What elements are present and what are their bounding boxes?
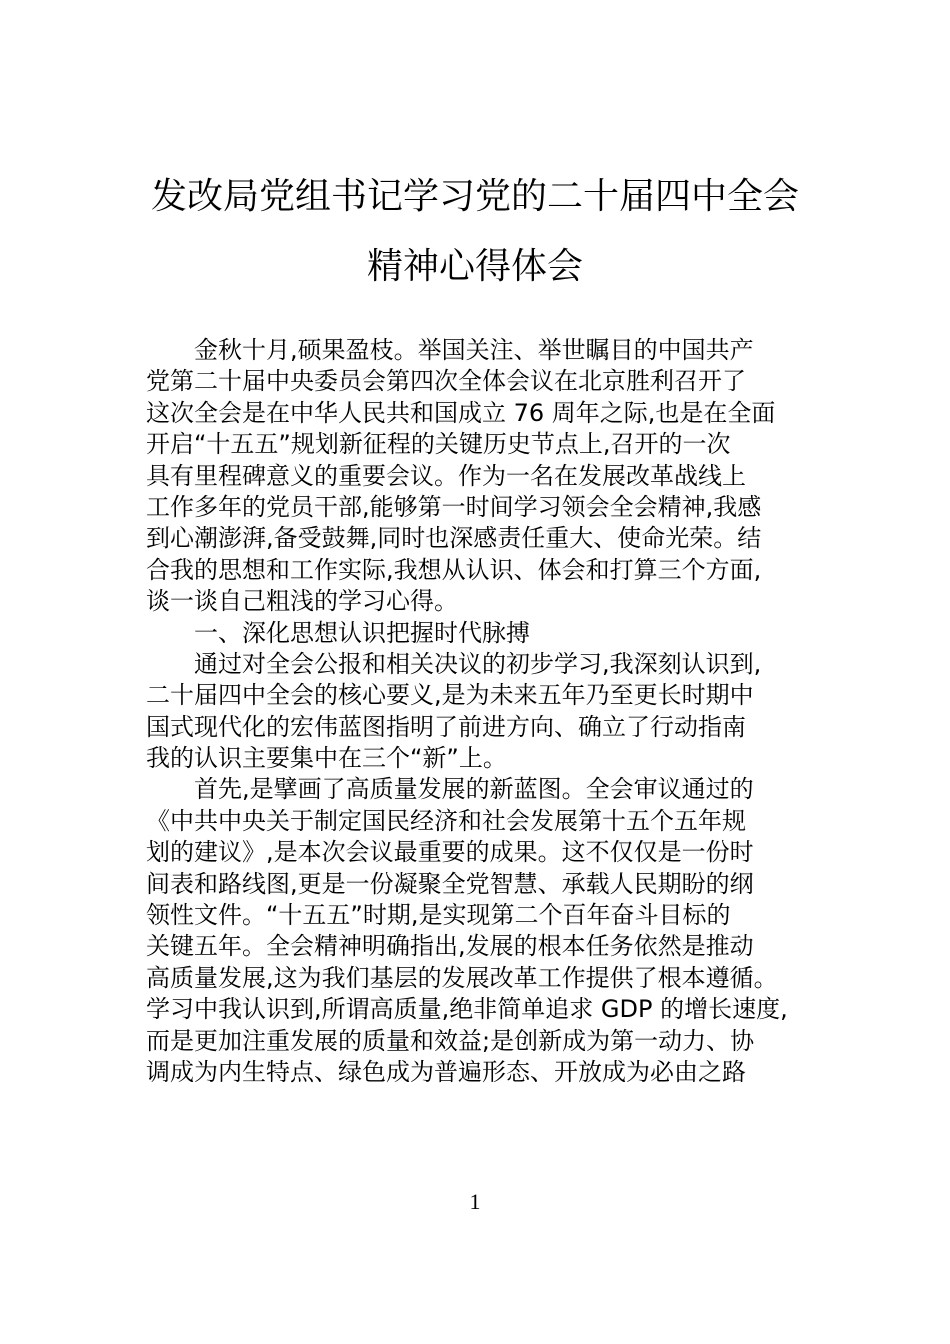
body-line: 学习中我认识到,所谓高质量,绝非简单追求 GDP 的增长速度, (146, 995, 788, 1024)
body-line: 到心潮澎湃,备受鼓舞,同时也深感责任重大、使命光荣。结 (146, 524, 762, 553)
body-line: 谈一谈自己粗浅的学习心得。 (146, 587, 458, 616)
body-line: 这次全会是在中华人民共和国成立 76 周年之际,也是在全面 (146, 398, 776, 427)
body-line: 关键五年。全会精神明确指出,发展的根本任务依然是推动 (146, 932, 754, 961)
body-line: 调成为内生特点、绿色成为普遍形态、开放成为必由之路 (146, 1057, 746, 1086)
body-line: 我的认识主要集中在三个“新”上。 (146, 744, 507, 773)
body-line: 金秋十月,硕果盈枝。举国关注、举世瞩目的中国共产 (194, 336, 754, 364)
document-title-line-2: 精神心得体会 (366, 246, 583, 287)
section-heading: 一、深化思想认识把握时代脉搏 (194, 618, 530, 647)
document-body (146, 335, 826, 1088)
body-line: 而是更加注重发展的质量和效益;是创新成为第一动力、协 (146, 1026, 755, 1055)
body-line: 首先,是擘画了高质量发展的新蓝图。全会审议通过的 (194, 775, 754, 804)
body-line: 二十届四中全会的核心要义,是为未来五年乃至更长时期中 (146, 681, 754, 710)
body-line: 通过对全会公报和相关决议的初步学习,我深刻认识到, (194, 649, 762, 678)
body-line: 间表和路线图,更是一份凝聚全党智慧、承载人民期盼的纲 (146, 869, 754, 898)
body-line: 工作多年的党员干部,能够第一时间学习领会全会精神,我感 (146, 492, 762, 521)
body-line: 合我的思想和工作实际,我想从认识、体会和打算三个方面, (146, 555, 762, 584)
body-line: 领性文件。“十五五”时期,是实现第二个百年奋斗目标的 (146, 901, 731, 930)
body-line: 党第二十届中央委员会第四次全体会议在北京胜利召开了 (146, 367, 746, 396)
body-line: 划的建议》,是本次会议最重要的成果。这不仅仅是一份时 (146, 838, 754, 867)
page-number: 1 (469, 1189, 481, 1214)
body-line: 开启“十五五”规划新征程的关键历史节点上,召开的一次 (146, 430, 731, 459)
body-line: 国式现代化的宏伟蓝图指明了前进方向、确立了行动指南 (146, 712, 746, 741)
body-line: 高质量发展,这为我们基层的发展改革工作提供了根本遵循。 (146, 963, 778, 992)
body-line: 《中共中央关于制定国民经济和社会发展第十五个五年规 (146, 806, 746, 835)
body-line: 具有里程碑意义的重要会议。作为一名在发展改革战线上 (146, 461, 746, 490)
document-title-line-1: 发改局党组书记学习党的二十届四中全会 (150, 176, 799, 217)
